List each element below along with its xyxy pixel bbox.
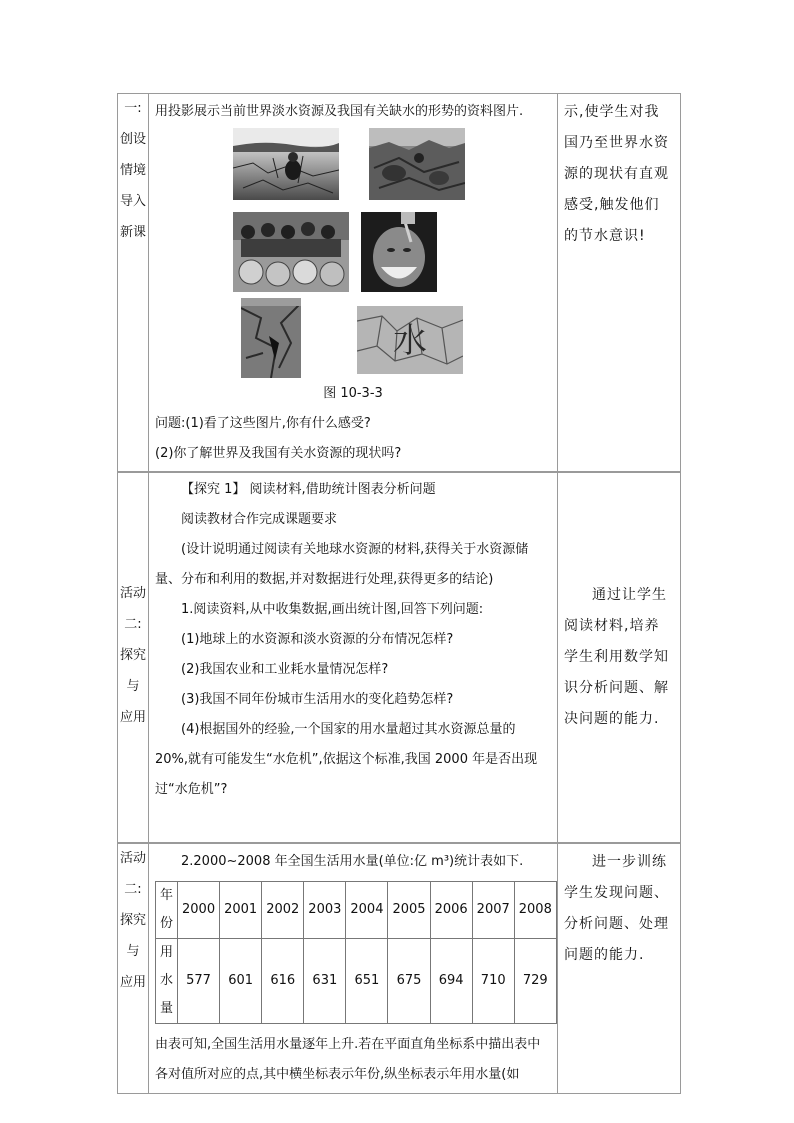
section-2-question-2: (2)我国农业和工业耗水量情况怎样? <box>181 662 389 677</box>
usage-header: 用水量 <box>156 939 178 1024</box>
section-2-line-3: 1.阅读资料,从中收集数据,画出统计图,回答下列问题: <box>181 602 484 617</box>
photo-children-with-pots <box>233 212 349 292</box>
year-cell: 2003 <box>304 882 346 939</box>
section-3-after-text: 由表可知,全国生活用水量逐年上升.若在平面直角坐标系中描出表中各对值所对应的点,其中横坐标表示年份,纵坐标表示年用水量(如 <box>155 1037 541 1082</box>
year-cell: 2002 <box>262 882 304 939</box>
year-header: 年份 <box>156 882 178 939</box>
year-cell: 2006 <box>430 882 472 939</box>
year-cell: 2007 <box>472 882 514 939</box>
section-2-content <box>149 472 558 843</box>
year-cell: 2004 <box>346 882 388 939</box>
section-3-table <box>117 843 681 1094</box>
section-2-line-1: 阅读教材合作完成课题要求 <box>181 512 338 527</box>
section-1-question-1: 问题:(1)看了这些图片,你有什么感受? <box>155 416 371 431</box>
section-2-note: 通过让学生阅读材料,培养学生利用数学知识分析问题、解决问题的能力. <box>558 472 681 843</box>
year-cell: 2000 <box>178 882 220 939</box>
usage-cell: 577 <box>178 939 220 1024</box>
usage-cell: 675 <box>388 939 430 1024</box>
section-3-label: 活动 二: 探究 与 应用 <box>118 844 149 1094</box>
section-3-intro: 2.2000~2008 年全国生活用水量(单位:亿 m³)统计表如下. <box>181 854 524 869</box>
section-1-question-2: (2)你了解世界及我国有关水资源的现状吗? <box>155 446 402 461</box>
photo-dry-land-child <box>233 128 339 200</box>
section-2-table <box>117 471 681 843</box>
section-2-question-4: (4)根据国外的经验,一个国家的用水量超过其水资源总量的 20%,就有可能发生“水危机”,依据这个标准,我国 2000 年是否出现过“水危机”? <box>155 722 538 797</box>
section-1-intro: 用投影展示当前世界淡水资源及我国有关缺水的形势的资料图片. <box>155 104 524 119</box>
usage-cell: 694 <box>430 939 472 1024</box>
usage-cell: 601 <box>220 939 262 1024</box>
table-row <box>156 882 557 939</box>
table-row <box>156 939 557 1024</box>
photo-old-man-drinking <box>361 212 437 292</box>
design-note: (设计说明通过阅读有关地球水资源的材料,获得关于水资源储量、分布和利用的数据,并对数据进行处理,获得更多的结论) <box>155 542 529 587</box>
year-cell: 2005 <box>388 882 430 939</box>
photo-cracked-earth-water-char <box>357 306 463 374</box>
section-2-question-3: (3)我国不同年份城市生活用水的变化趋势怎样? <box>181 692 454 707</box>
usage-cell: 616 <box>262 939 304 1024</box>
year-cell: 2001 <box>220 882 262 939</box>
water-char-in-photo: 水 <box>393 321 427 361</box>
section-1-label: 一: 创设 情境 导入 新课 <box>118 94 149 473</box>
section-1-table <box>117 93 681 473</box>
usage-cell: 631 <box>304 939 346 1024</box>
usage-cell: 729 <box>514 939 556 1024</box>
water-usage-table <box>155 881 557 1024</box>
section-2-label: 活动 二: 探究 与 应用 <box>118 472 149 843</box>
section-3-note: 进一步训练学生发现问题、分析问题、处理问题的能力. <box>558 844 681 1094</box>
section-3-content <box>149 844 558 1094</box>
exploration-heading: 【探究 1】 阅读材料,借助统计图表分析问题 <box>181 482 436 497</box>
section-2-question-1: (1)地球上的水资源和淡水资源的分布情况怎样? <box>181 632 454 647</box>
photo-dry-crack <box>241 298 301 378</box>
section-1-note: 示,使学生对我国乃至世界水资源的现状有直观感受,触发他们的节水意识! <box>558 94 681 473</box>
photo-people-at-rocks <box>369 128 465 200</box>
year-cell: 2008 <box>514 882 556 939</box>
usage-cell: 710 <box>472 939 514 1024</box>
section-1-content <box>149 94 558 473</box>
figure-caption: 图 10-3-3 <box>323 386 383 401</box>
usage-cell: 651 <box>346 939 388 1024</box>
